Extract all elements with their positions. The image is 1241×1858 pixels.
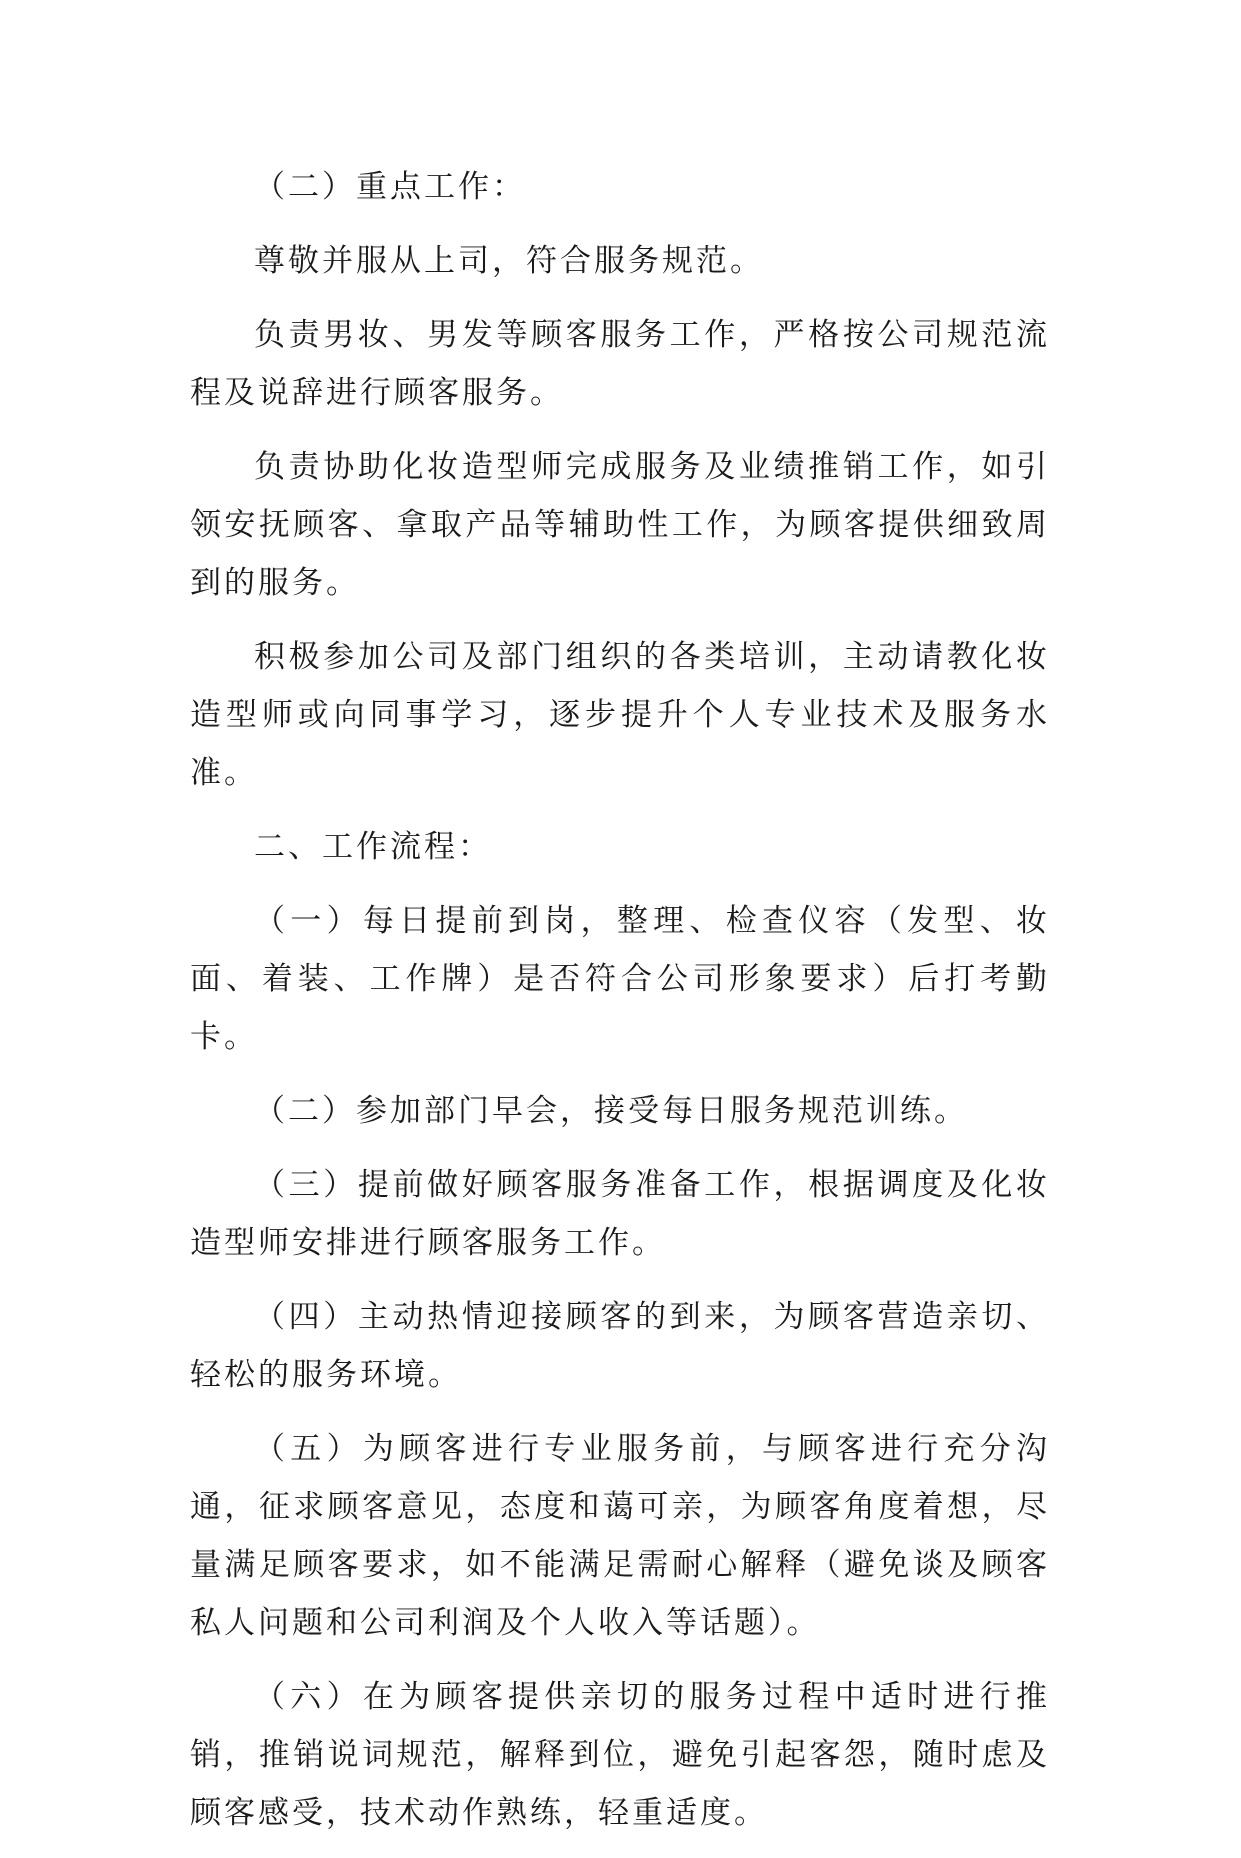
- paragraph: （四）主动热情迎接顾客的到来，为顾客营造亲切、轻松的服务环境。: [190, 1299, 1050, 1393]
- paragraph: （六）在为顾客提供亲切的服务过程中适时进行推销，推销说词规范，解释到位，避免引起客怨，随时虑及顾客感受，技术动作熟练，轻重适度。: [190, 1679, 1050, 1831]
- paragraph: 负责男妆、男发等顾客服务工作，严格按公司规范流程及说辞进行顾客服务。: [190, 317, 1050, 411]
- section-heading-key-work: （二）重点工作：: [254, 169, 526, 205]
- paragraph: 积极参加公司及部门组织的各类培训，主动请教化妆造型师或向同事学习，逐步提升个人专业技术及服务水准。: [190, 639, 1050, 791]
- paragraph: （三）提前做好顾客服务准备工作，根据调度及化妆造型师安排进行顾客服务工作。: [190, 1167, 1050, 1261]
- paragraph: （二）参加部门早会，接受每日服务规范训练。: [254, 1093, 968, 1129]
- paragraph: （五）为顾客进行专业服务前，与顾客进行充分沟通，征求顾客意见，态度和蔼可亲，为顾客角度着想，尽量满足顾客要求，如不能满足需耐心解释（避免谈及顾客私人问题和公司利润及个人收入等话题）。: [190, 1431, 1050, 1641]
- paragraph: （一）每日提前到岗，整理、检查仪容（发型、妆面、着装、工作牌）是否符合公司形象要求）后打考勤卡。: [190, 903, 1050, 1055]
- paragraph: 负责协助化妆造型师完成服务及业绩推销工作，如引领安抚顾客、拿取产品等辅助性工作，为顾客提供细致周到的服务。: [190, 449, 1050, 601]
- paragraph: 尊敬并服从上司，符合服务规范。: [254, 243, 764, 279]
- section-heading-workflow: 二、工作流程：: [254, 829, 492, 865]
- document-page: [190, 158, 1050, 1858]
